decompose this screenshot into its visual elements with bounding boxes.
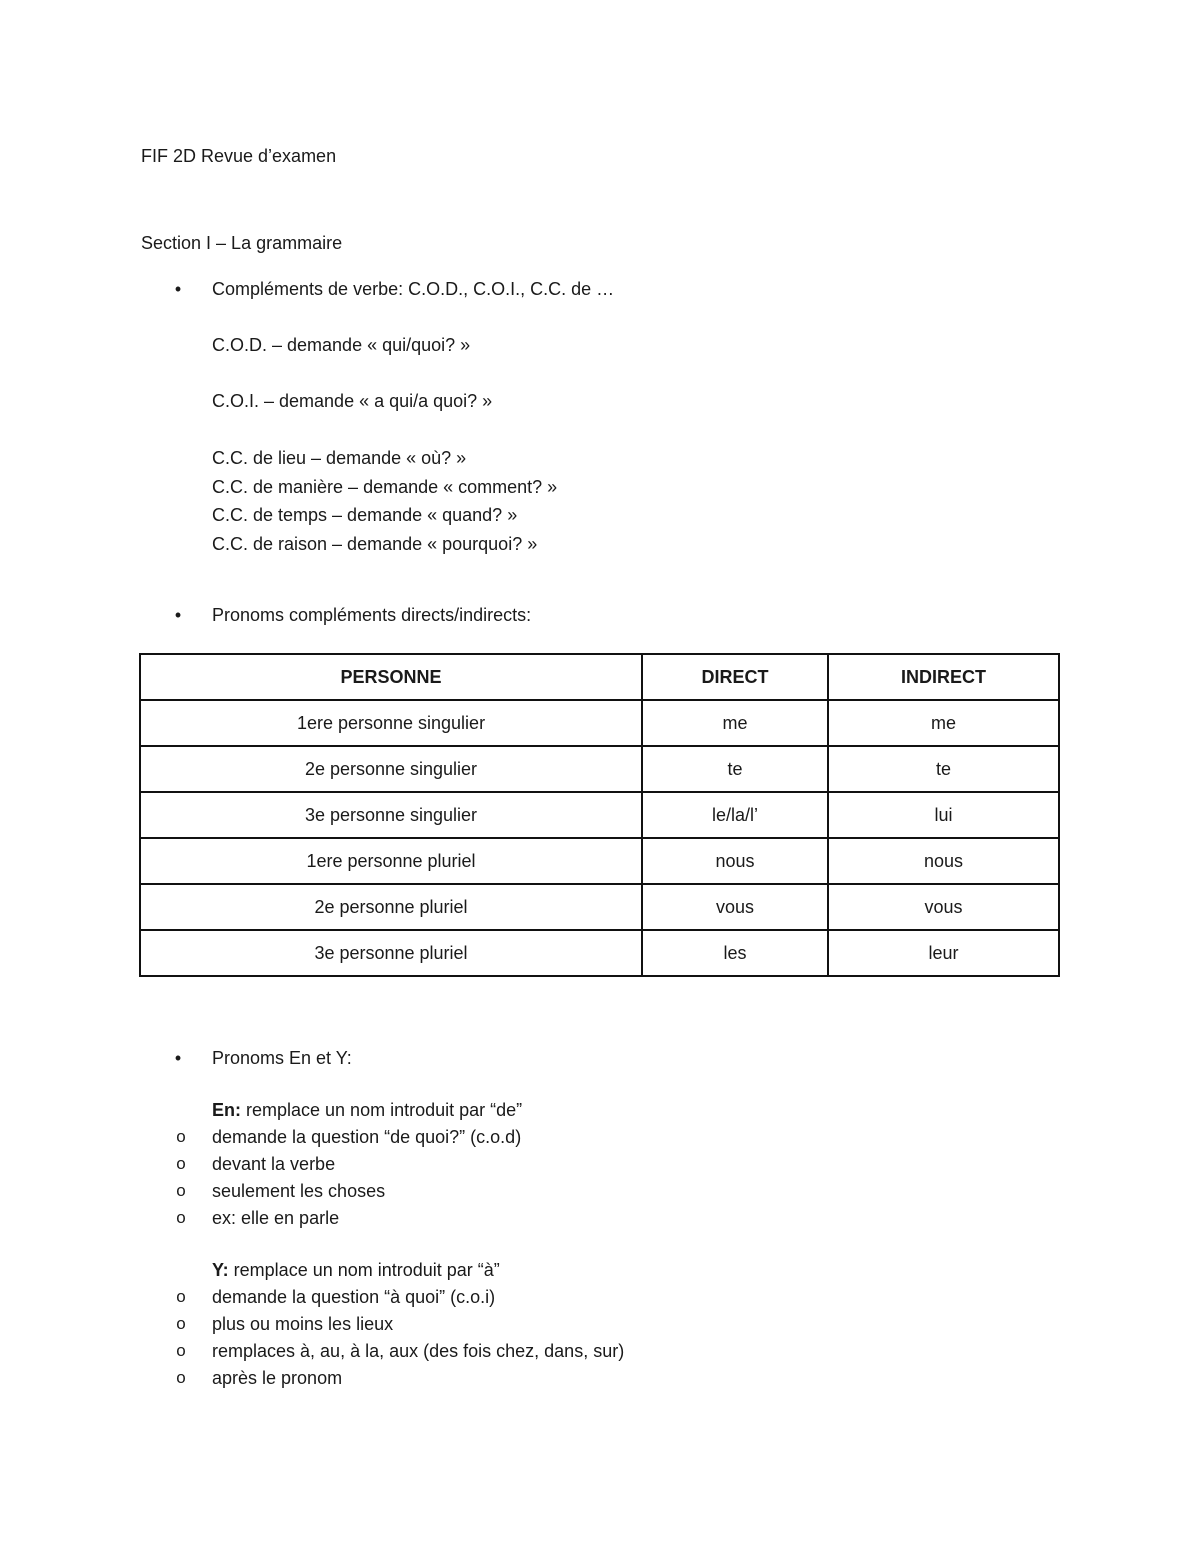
sub-bullet-marker: o xyxy=(176,1287,186,1306)
header-personne: PERSONNE xyxy=(140,654,642,700)
en-item: ex: elle en parle xyxy=(212,1208,340,1228)
bullet-marker: • xyxy=(174,605,182,625)
cell-indirect: lui xyxy=(828,792,1059,838)
sub-bullet-marker: o xyxy=(176,1181,186,1200)
y-item: plus ou moins les lieux xyxy=(212,1314,394,1334)
sub-bullet-marker: o xyxy=(176,1208,186,1227)
header-indirect: INDIRECT xyxy=(828,654,1059,700)
en-label: En: xyxy=(212,1100,241,1120)
cell-direct: le/la/l’ xyxy=(642,792,828,838)
en-item: devant la verbe xyxy=(212,1154,336,1174)
pronoms-heading: Pronoms compléments directs/indirects: xyxy=(212,605,532,625)
cell-direct: me xyxy=(642,700,828,746)
cc-lieu-line: C.C. de lieu – demande « où? » xyxy=(212,448,467,468)
sub-bullet-marker: o xyxy=(176,1127,186,1146)
sub-bullet-marker: o xyxy=(176,1341,186,1360)
cell-personne: 3e personne pluriel xyxy=(140,930,642,976)
bullet-marker: • xyxy=(174,279,182,299)
en-definition xyxy=(212,1099,522,1121)
cell-personne: 1ere personne singulier xyxy=(140,700,642,746)
y-definition xyxy=(212,1259,500,1281)
table-row xyxy=(140,792,1059,838)
cell-direct: vous xyxy=(642,884,828,930)
cell-indirect: vous xyxy=(828,884,1059,930)
cell-indirect: leur xyxy=(828,930,1059,976)
y-item: demande la question “à quoi” (c.o.i) xyxy=(212,1287,496,1307)
bullet-marker: • xyxy=(174,1048,182,1068)
en-definition-text: remplace un nom introduit par “de” xyxy=(241,1100,523,1120)
y-item: remplaces à, au, à la, aux (des fois chez, dans, sur) xyxy=(212,1341,625,1361)
table-row xyxy=(140,930,1059,976)
table-row xyxy=(140,884,1059,930)
cc-raison-line: C.C. de raison – demande « pourquoi? » xyxy=(212,534,538,554)
cell-personne: 2e personne pluriel xyxy=(140,884,642,930)
table-row xyxy=(140,700,1059,746)
en-item: demande la question “de quoi?” (c.o.d) xyxy=(212,1127,522,1147)
coi-line: C.O.I. – demande « a qui/a quoi? » xyxy=(212,391,493,411)
cell-indirect: te xyxy=(828,746,1059,792)
table-row xyxy=(140,838,1059,884)
y-label: Y: xyxy=(212,1260,229,1280)
cc-temps-line: C.C. de temps – demande « quand? » xyxy=(212,505,518,525)
cell-direct: te xyxy=(642,746,828,792)
cod-line: C.O.D. – demande « qui/quoi? » xyxy=(212,335,471,355)
cell-direct: les xyxy=(642,930,828,976)
cell-indirect: me xyxy=(828,700,1059,746)
cell-personne: 1ere personne pluriel xyxy=(140,838,642,884)
en-y-heading: Pronoms En et Y: xyxy=(212,1048,352,1068)
cell-personne: 3e personne singulier xyxy=(140,792,642,838)
sub-bullet-marker: o xyxy=(176,1368,186,1387)
sub-bullet-marker: o xyxy=(176,1154,186,1173)
cell-personne: 2e personne singulier xyxy=(140,746,642,792)
cell-direct: nous xyxy=(642,838,828,884)
y-item: après le pronom xyxy=(212,1368,343,1388)
pronouns-table xyxy=(139,653,1060,977)
cell-indirect: nous xyxy=(828,838,1059,884)
table-row xyxy=(140,746,1059,792)
header-direct: DIRECT xyxy=(642,654,828,700)
y-definition-text: remplace un nom introduit par “à” xyxy=(228,1260,500,1280)
sub-bullet-marker: o xyxy=(176,1314,186,1333)
table-header-row xyxy=(140,654,1059,700)
cc-maniere-line: C.C. de manière – demande « comment? » xyxy=(212,477,558,497)
section-heading: Section I – La grammaire xyxy=(141,233,343,253)
complements-heading: Compléments de verbe: C.O.D., C.O.I., C.C. de … xyxy=(212,279,615,299)
document-title: FIF 2D Revue d’examen xyxy=(141,146,337,166)
en-item: seulement les choses xyxy=(212,1181,386,1201)
